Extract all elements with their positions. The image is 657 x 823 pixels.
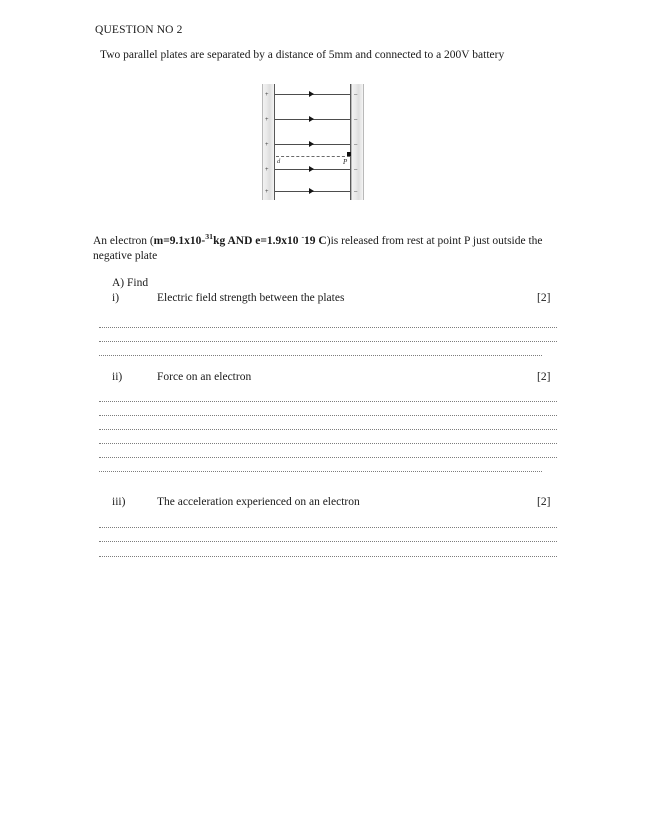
question-text: Electric field strength between the plates (157, 292, 345, 304)
answer-line (99, 527, 557, 528)
plus-sign: + (265, 117, 269, 123)
field-arrow-icon (309, 116, 314, 122)
plus-sign: + (265, 189, 269, 195)
electron-charge-value: 19 C (304, 235, 327, 247)
question-number: iii) (112, 496, 126, 508)
point-p-label: P (343, 158, 348, 166)
electron-text-after: )is released from rest at point P just outside the negative plate (93, 235, 543, 262)
electron-paragraph (93, 234, 565, 264)
answer-line (99, 401, 557, 402)
minus-sign: – (354, 142, 358, 148)
answer-line (99, 355, 542, 356)
question-marks: [2] (537, 292, 551, 304)
negative-plate-edge (350, 84, 351, 200)
minus-sign: – (354, 189, 358, 195)
plus-sign: + (265, 142, 269, 148)
field-arrow-icon (309, 188, 314, 194)
parallel-plates-diagram (262, 84, 374, 200)
answer-line (99, 341, 557, 342)
electron-mass-unit: kg AND (213, 235, 256, 247)
plus-sign: + (265, 167, 269, 173)
field-arrow-icon (309, 141, 314, 147)
answer-line (99, 541, 557, 542)
answer-line (99, 556, 557, 557)
electron-mass-exponent: 31 (205, 232, 214, 242)
negative-plate (351, 84, 364, 200)
electron-text-before: An electron ( (93, 235, 154, 247)
answer-line (99, 443, 557, 444)
question-marks: [2] (537, 371, 551, 383)
separation-dashed-line (276, 156, 350, 157)
answer-line (99, 327, 557, 328)
question-title: QUESTION NO 2 (95, 24, 183, 36)
positive-plate-edge (274, 84, 275, 200)
electron-charge: e=1.9x10 (255, 235, 302, 247)
answer-line (99, 471, 542, 472)
question-number: ii) (112, 371, 123, 383)
question-number: i) (112, 292, 120, 304)
field-arrow-icon (309, 91, 314, 97)
electron-mass: m=9.1x10- (153, 235, 206, 247)
distance-label: d (277, 158, 281, 165)
answer-line (99, 429, 557, 430)
intro-text: Two parallel plates are separated by a distance of 5mm and connected to a 200V battery (100, 49, 505, 61)
field-arrow-icon (309, 166, 314, 172)
point-p-marker (347, 152, 351, 156)
plus-sign: + (265, 92, 269, 98)
electron-charge-sign: - (301, 232, 305, 242)
question-text: The acceleration experienced on an electron (157, 496, 360, 508)
answer-line (99, 457, 557, 458)
minus-sign: – (354, 92, 358, 98)
minus-sign: – (354, 117, 358, 123)
minus-sign: – (354, 167, 358, 173)
answer-line (99, 415, 557, 416)
question-marks: [2] (537, 496, 551, 508)
part-a-label: A) Find (112, 277, 149, 289)
question-text: Force on an electron (157, 371, 252, 383)
